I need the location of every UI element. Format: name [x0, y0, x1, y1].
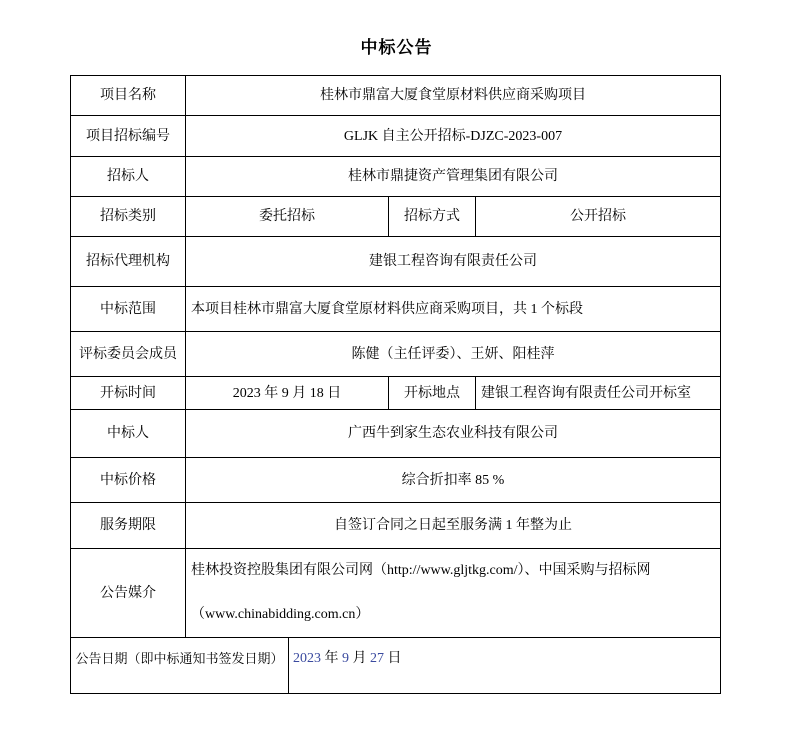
evaluation-committee-value: 陈健（主任评委）、王妍、阳桂萍	[186, 332, 721, 377]
bid-opening-time-value: 2023 年 9 月 18 日	[186, 377, 389, 410]
table-row	[71, 503, 721, 549]
date-day: 27	[370, 651, 384, 666]
date-month-unit: 月	[349, 651, 370, 666]
announcement-media-line1: 桂林投资控股集团有限公司网（http://www.gljtkg.com/）、中国采购与招标网	[191, 563, 651, 578]
tender-agency-label: 招标代理机构	[71, 237, 186, 287]
table-row	[71, 377, 721, 410]
table-row	[71, 549, 721, 638]
project-name-label: 项目名称	[71, 76, 186, 116]
announcement-media-label: 公告媒介	[71, 549, 186, 638]
tender-method-label: 招标方式	[389, 197, 476, 237]
announcement-date-table	[70, 637, 721, 694]
date-year: 2023	[293, 651, 321, 666]
project-name-value: 桂林市鼎富大厦食堂原材料供应商采购项目	[186, 76, 721, 116]
table-row	[71, 332, 721, 377]
bid-scope-label: 中标范围	[71, 287, 186, 332]
tenderer-value: 桂林市鼎捷资产管理集团有限公司	[186, 157, 721, 197]
tender-method-value: 公开招标	[476, 197, 721, 237]
winning-price-label: 中标价格	[71, 458, 186, 503]
announcement-date-value	[289, 638, 721, 694]
bid-scope-value: 本项目桂林市鼎富大厦食堂原材料供应商采购项目，共 1 个标段	[186, 287, 721, 332]
announcement-media-value	[186, 549, 721, 638]
announcement-date-label: 公告日期（即中标通知书签发日期）	[71, 638, 289, 694]
winning-price-value: 综合折扣率 85 %	[186, 458, 721, 503]
table-row	[71, 410, 721, 458]
tender-number-value: GLJK 自主公开招标-DJZC-2023-007	[186, 116, 721, 157]
table-row	[71, 458, 721, 503]
tender-agency-value: 建银工程咨询有限责任公司	[186, 237, 721, 287]
table-row	[71, 237, 721, 287]
tender-number-label: 项目招标编号	[71, 116, 186, 157]
service-period-value: 自签订合同之日起至服务满 1 年整为止	[186, 503, 721, 549]
tender-category-label: 招标类别	[71, 197, 186, 237]
winning-bidder-value: 广西牛到家生态农业科技有限公司	[186, 410, 721, 458]
bid-opening-time-label: 开标时间	[71, 377, 186, 410]
winning-bidder-label: 中标人	[71, 410, 186, 458]
table-row	[71, 157, 721, 197]
table-row	[71, 197, 721, 237]
table-row	[71, 638, 721, 694]
service-period-label: 服务期限	[71, 503, 186, 549]
tenderer-label: 招标人	[71, 157, 186, 197]
bid-opening-place-value: 建银工程咨询有限责任公司开标室	[476, 377, 721, 410]
evaluation-committee-label: 评标委员会成员	[71, 332, 186, 377]
table-row	[71, 116, 721, 157]
table-row	[71, 287, 721, 332]
page-title: 中标公告	[360, 38, 433, 57]
date-day-unit: 日	[384, 651, 402, 666]
announcement-media-line2: （www.chinabidding.com.cn）	[191, 607, 370, 622]
date-month: 9	[342, 651, 349, 666]
date-year-unit: 年	[321, 651, 342, 666]
announcement-table	[70, 75, 721, 638]
tender-category-value: 委托招标	[186, 197, 389, 237]
bid-opening-place-label: 开标地点	[389, 377, 476, 410]
table-row	[71, 76, 721, 116]
